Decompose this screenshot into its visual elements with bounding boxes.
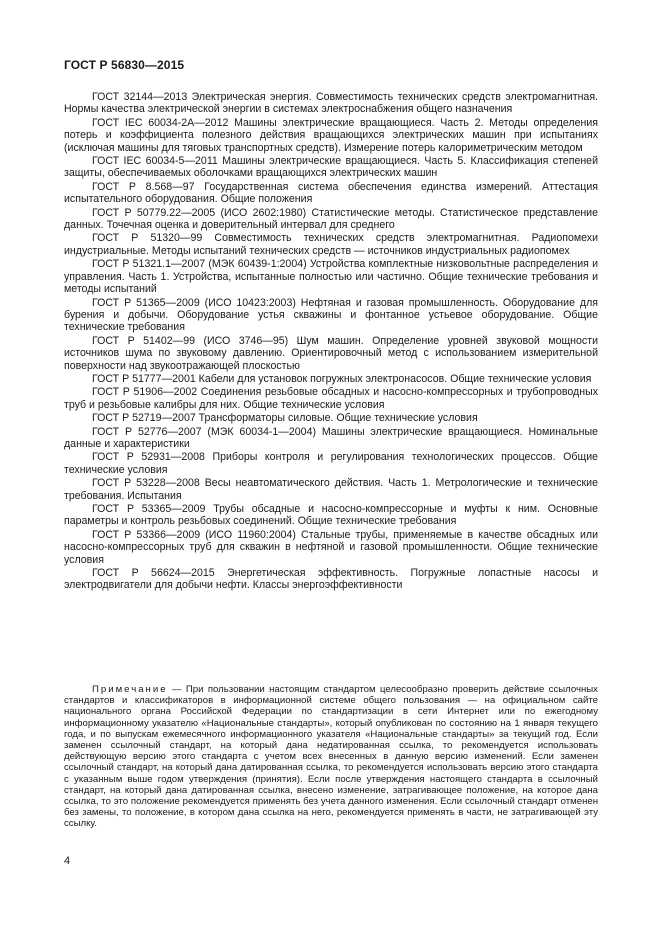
reference-item: ГОСТ Р 51365—2009 (ИСО 10423:2003) Нефтяная и газовая промышленность. Оборудование для бурения и добычи. Оборудование устья скважины и фонтанное устьевое оборудование. Общие технические требования [64, 296, 598, 334]
document-header: ГОСТ Р 56830—2015 [64, 58, 185, 72]
reference-item: ГОСТ Р 52776—2007 (МЭК 60034-1—2004) Машины электрические вращающиеся. Номинальные данные и характеристики [64, 425, 598, 450]
normative-references-list [64, 91, 598, 593]
note-dash: — [167, 684, 186, 695]
reference-item: ГОСТ IEC 60034-5—2011 Машины электрические вращающиеся. Часть 5. Классификация степеней защиты, обеспечиваемых оболочками вращающихся электрических машин [64, 155, 598, 180]
reference-item: ГОСТ 32144—2013 Электрическая энергия. Совместимость технических средств электромагнитная. Нормы качества электрической энергии в системах электроснабжения общего назначения [64, 91, 598, 116]
reference-item: ГОСТ Р 56624—2015 Энергетическая эффективность. Погружные лопастные насосы и электродвигатели для добычи нефти. Классы энергоэффективности [64, 567, 598, 592]
reference-item: ГОСТ Р 51320—99 Совместимость технических средств электромагнитная. Радиопомехи индустриальные. Методы испытаний технических средств — источников индустриальных радиопомех [64, 232, 598, 257]
reference-item: ГОСТ Р 51321.1—2007 (МЭК 60439-1:2004) Устройства комплектные низковольтные распределения и управления. Часть 1. Устройства, испытанные полностью или частично. Общие технические требования и методы испытаний [64, 258, 598, 296]
note-label: Примечание [92, 684, 168, 695]
reference-item: ГОСТ Р 51402—99 (ИСО 3746—95) Шум машин. Определение уровней звуковой мощности источников шума по звуковому давлению. Ориентировочный метод с использованием измерительной поверхности над звукоотражающей плоскостью [64, 334, 598, 372]
reference-item: ГОСТ Р 50779.22—2005 (ИСО 2602:1980) Статистические методы. Статистическое представление данных. Точечная оценка и доверительный интервал для среднего [64, 206, 598, 232]
page-number: 4 [64, 855, 71, 867]
reference-item: ГОСТ Р 52719—2007 Трансформаторы силовые. Общие технические условия [92, 412, 478, 425]
reference-item: ГОСТ Р 53365—2009 Трубы обсадные и насосно-компрессорные и муфты к ним. Основные параметры и контроль резьбовых соединений. Общие технические требования [64, 503, 598, 528]
reference-item: ГОСТ Р 53228—2008 Весы неавтоматического действия. Часть 1. Метрологические и технические требования. Испытания [64, 477, 598, 502]
reference-item: ГОСТ Р 8.568—97 Государственная система обеспечения единства измерений. Аттестация испытательного оборудования. Общие положения [64, 180, 598, 206]
note-block [64, 684, 598, 830]
note-text: При пользовании настоящим стандартом целесообразно проверить действие ссылочных стандартов и классификаторов в информационной системе общего пользования — на официальном сайте национального органа Российской Федерации по стандартизации в сети Интернет или по ежегодному информационному указателю «Национальные стандарты», который опубликован по состоянию на 1 января текущего года, и по выпускам ежемесячного информационного указателя «Национальные стандарты» за текущий год. Если заменен ссылочный стандарт, на который дана недатированная ссылка, то рекомендуется использовать действующую версию этого стандарта с учетом всех внесенных в данную версию изменений. Если заменен ссылочный стандарт, на который дана датированная ссылка, то рекомендуется использовать версию этого стандарта с указанным выше годом утверждения (принятия). Если после утверждения настоящего стандарта в ссылочный стандарт, на который дана датированная ссылка, внесено изменение, затрагивающее положение, на которое дана ссылка, то это положение рекомендуется применять без учета данного изменения. Если ссылочный стандарт отменен без замены, то положение, в котором дана ссылка на него, рекомендуется применять в части, не затрагивающей эту ссылку. [64, 684, 598, 830]
reference-item: ГОСТ Р 51777—2001 Кабели для установок погружных электронасосов. Общие технические условия [92, 372, 592, 385]
reference-item: ГОСТ IEC 60034-2А—2012 Машины электрические вращающиеся. Часть 2. Методы определения потерь и коэффициента полезного действия вращающихся электрических машин при испытаниях (исключая машины для тяговых транспортных средств). Измерение потерь калориметрическим методом [64, 116, 598, 154]
reference-item: ГОСТ Р 52931—2008 Приборы контроля и регулирования технологических процессов. Общие технические условия [64, 451, 598, 476]
reference-item: ГОСТ Р 53366—2009 (ИСО 11960:2004) Стальные трубы, применяемые в качестве обсадных или насосно-компрессорных труб для скважин в нефтяной и газовой промышленности. Общие технические условия [64, 528, 598, 566]
note-paragraph [64, 684, 598, 830]
reference-item: ГОСТ Р 51906—2002 Соединения резьбовые обсадных и насосно-компрессорных и трубопроводных труб и резьбовые калибры для них. Общие технические условия [64, 386, 598, 411]
